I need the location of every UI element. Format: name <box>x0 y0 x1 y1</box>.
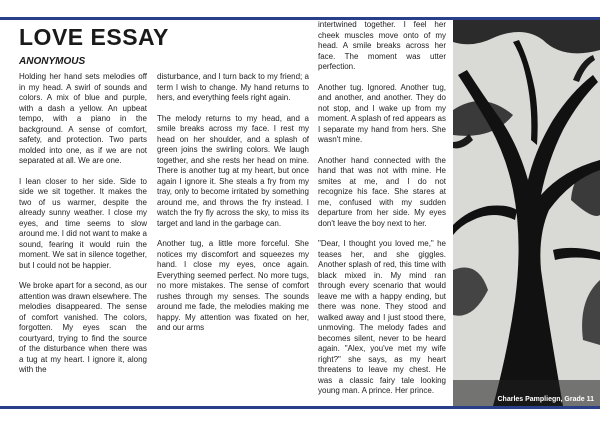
page-title: LOVE ESSAY <box>19 24 169 50</box>
paragraph: We broke apart for a second, as our attention was drawn elsewhere. The melodies disappeared. The sense of comfort vanished. The colors, forgotten. My eyes scan the courtyard, trying to find the source of the disturbance when there was a tug at my heart. I ignore it, along with the <box>19 281 147 374</box>
text-column-1 <box>19 72 147 386</box>
paragraph: Holding her hand sets melodies off in my head. A swirl of sounds and colors. A mix of blue and purple, with a dash a yellow. An upbeat tempo, with a piano in the background. A sense of comfort, safety, and protection. Two parts molded into one, as if we are not separated at all. We are one. <box>19 72 147 165</box>
paragraph: Another hand connected with the hand that was not with mine. He smites at me, and I do not recognize his face. She stares at me, confused with my sudden departure from her side. My eyes don't leave the boy next to her. <box>318 155 446 228</box>
author-byline: ANONYMOUS <box>19 56 86 67</box>
tree-painting-icon <box>453 20 600 406</box>
paragraph: intertwined together. I feel her cheek muscles move onto of my head. A smile breaks across her face. The moment was utter perfection. <box>318 20 446 71</box>
tree-artwork <box>453 20 600 406</box>
paragraph: The melody returns to my head, and a smile breaks across my face. I rest my head on her shoulder, and a splash of green joins the swirling colors. We laugh together, and she rests her head on mine. There is another tug at my heart, but once again I ignore it. She steals a fry from my tray, only to become irritated by something around me, and throws the fry instead. I watch the fry fly across the sky, to miss its target and land in the garbage can. <box>157 113 309 228</box>
paragraph: disturbance, and I turn back to my friend; a term I wish to change. My hand returns to hers, and everything feels right again. <box>157 72 309 102</box>
artwork-credit: Charles Pampliegn, Grade 11 <box>497 396 594 403</box>
text-column-2 <box>157 72 309 344</box>
bottom-rule <box>0 406 600 409</box>
paragraph: Another tug, a little more forceful. She notices my discomfort and squeezes my hand. I close my eyes, once again. Everything seemed perfect. No more tugs, no more mistakes. The sense of comfort rushes through my senses. The sounds around me fade, the melodies making me happy. My attention was fixated on her, and our arms <box>157 239 309 332</box>
paragraph: Another tug. Ignored. Another tug, and another, and another. They do not stop, and I wake up from my moment. A splash of red appears as I separate my hand from hers. She wasn't mine. <box>318 82 446 144</box>
paragraph: I lean closer to her side. Side to side we sit together. It makes the two of us warmer, despite the already sunny weather. I close my eyes, and time seems to slow around me. I did not want to make a sound, fearing it would ruin the moment. We sat in silence together, but I could not be happier. <box>19 176 147 270</box>
paragraph: "Dear, I thought you loved me," he teases her, and she giggles. Another splash of red, this time with black mixed in. My mind ran through every scenario that would leave me with a happy ending, but there was none. They stood and walked away and I just stood there, unmoving. The melody fades and becomes silent, never to be heard again. "Alex, you've met my wife right?" she says, as my heart threatens to leave my chest. He was a classic fairy tale looking young man. A prince. Her prince. <box>318 239 446 395</box>
text-column-3 <box>318 20 446 407</box>
